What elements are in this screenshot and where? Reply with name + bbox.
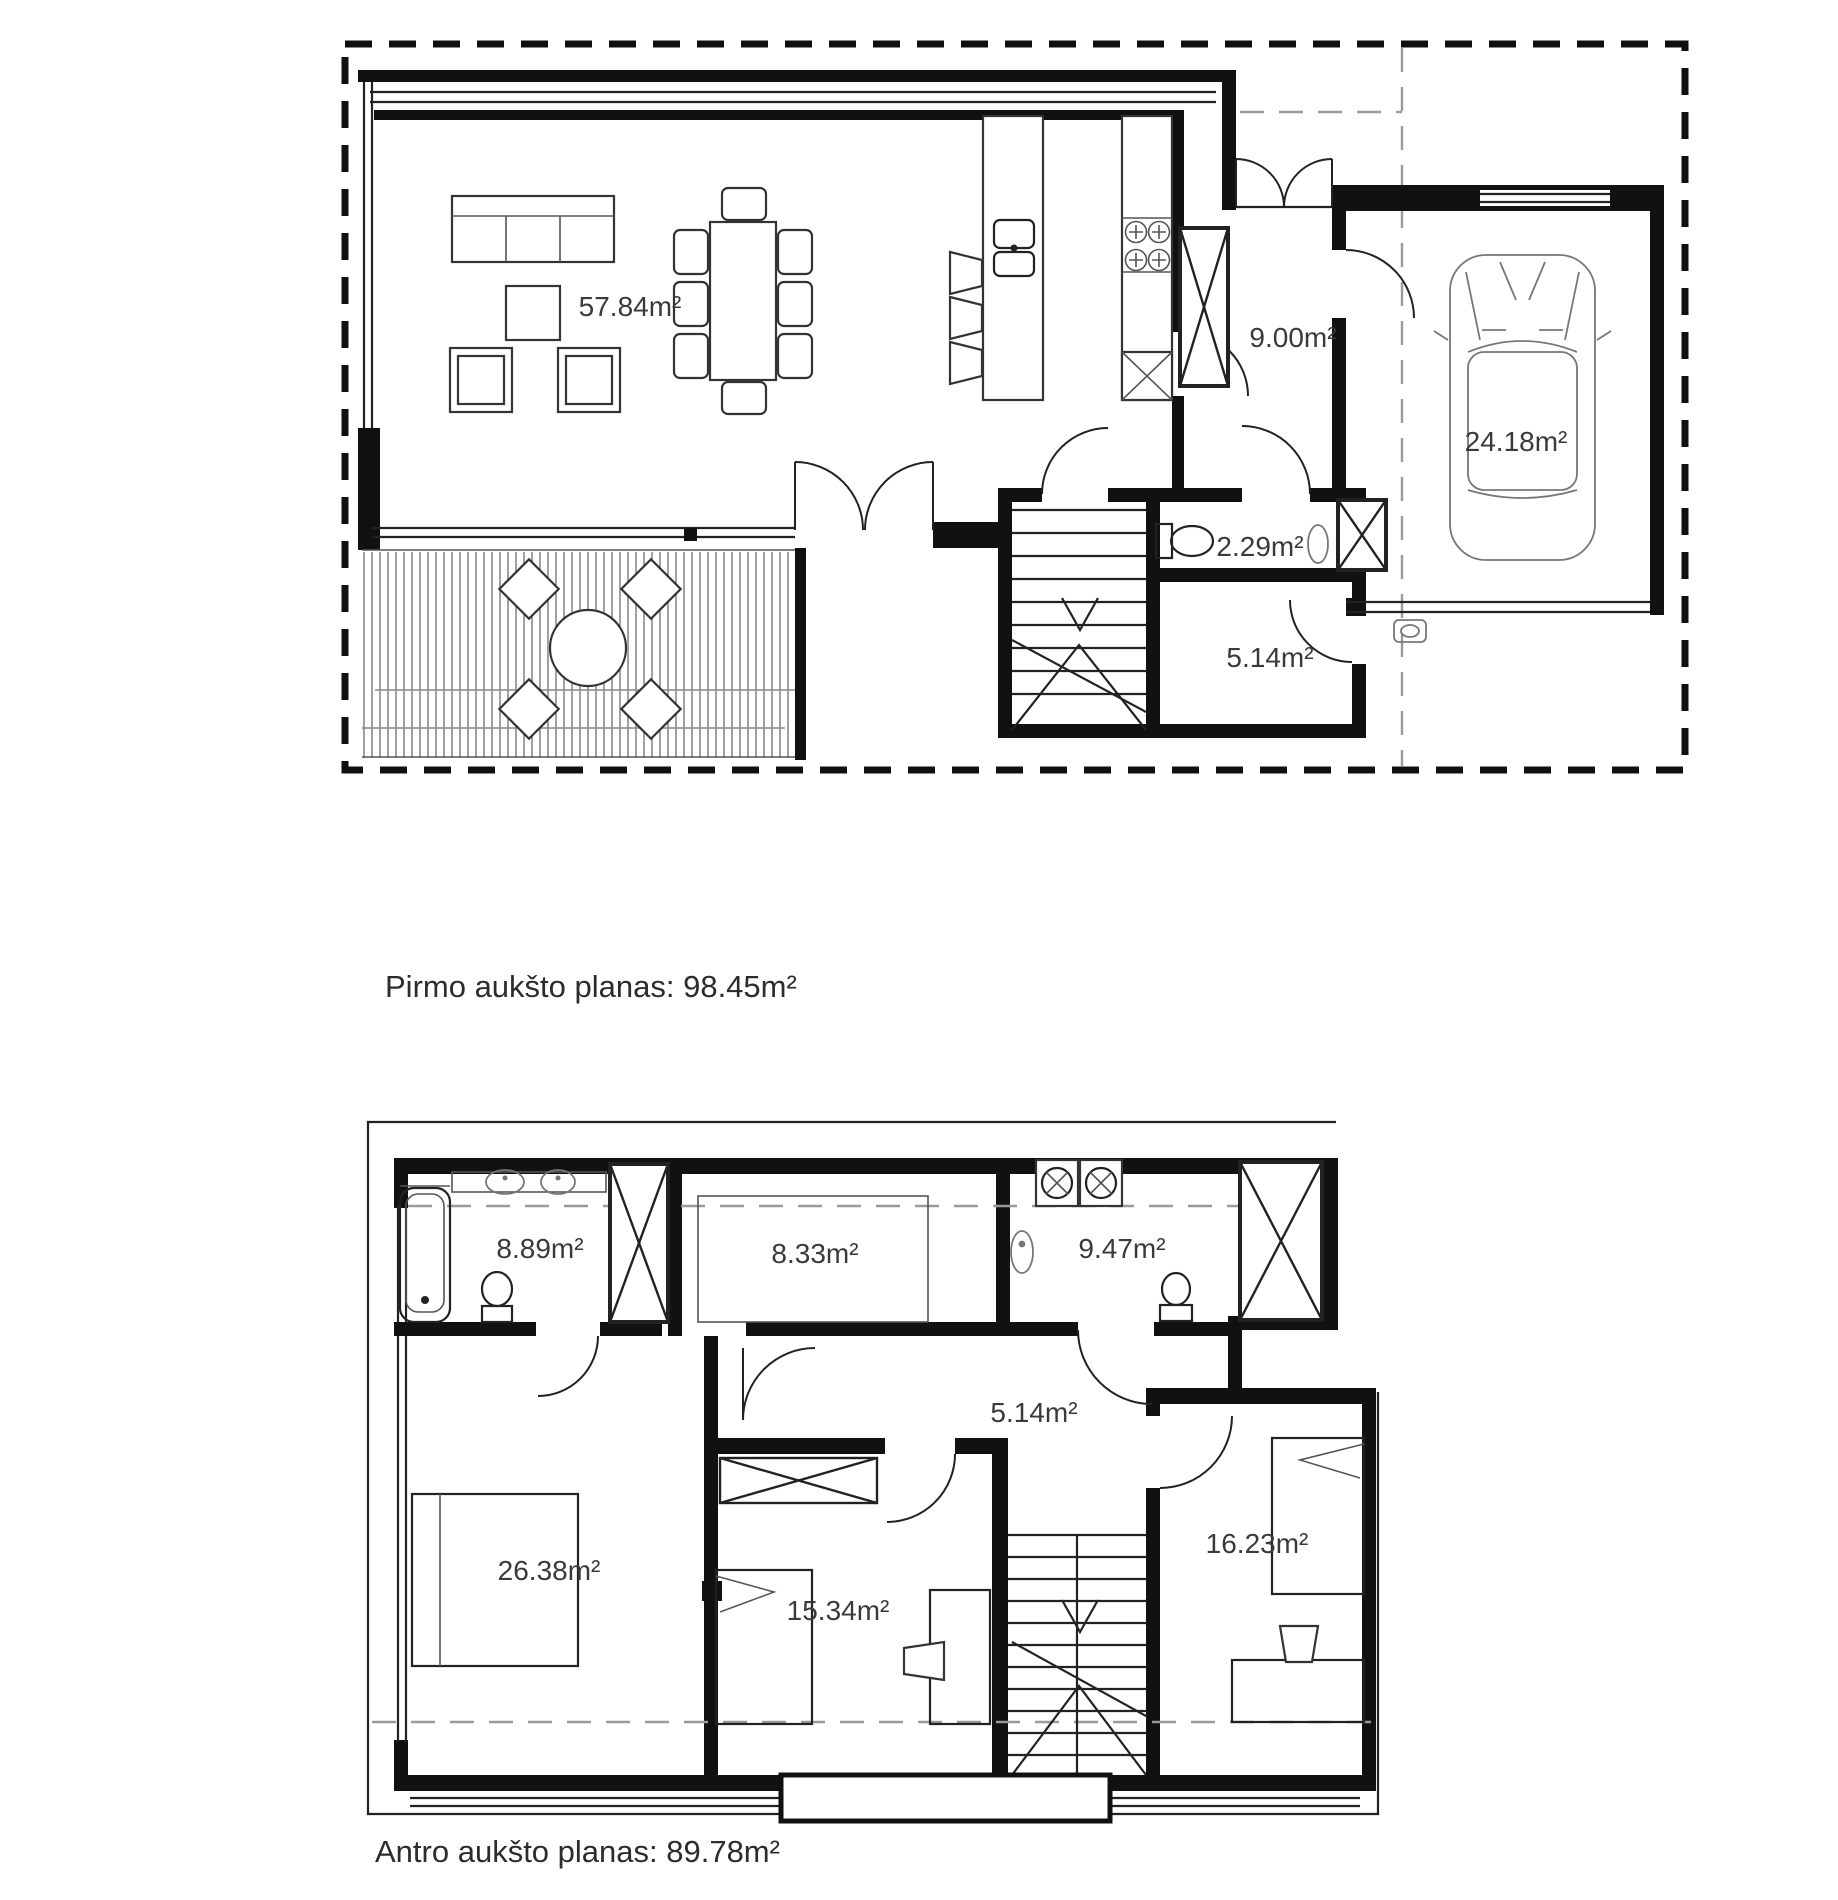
room-label-hallway: 5.14m² [990, 1397, 1078, 1428]
second-floor-plan [368, 1122, 1378, 1869]
kitchen-island [983, 116, 1043, 400]
desk-and-chair-right [1232, 1626, 1364, 1722]
first-floor-plan [345, 44, 1685, 1004]
door-living-to-stairs [1042, 428, 1108, 494]
room-label-bedroom-right: 16.23m² [1205, 1528, 1309, 1559]
armchair [450, 348, 512, 412]
closet-bedroom-middle [720, 1458, 877, 1503]
wc-sink [1308, 525, 1328, 563]
room-label-entrance-hall: 9.00m² [1249, 322, 1337, 353]
toilet [1156, 524, 1213, 558]
coffee-table [506, 286, 560, 340]
sofa [452, 196, 614, 262]
room-label-wardrobe: 8.33m² [771, 1238, 859, 1269]
room-label-wc: 2.29m² [1216, 531, 1304, 562]
bathroom-sink [1011, 1231, 1033, 1273]
second-floor-caption: Antro aukšto planas: 89.78m² [375, 1834, 780, 1869]
door-hall-to-garage [1346, 250, 1414, 318]
staircase-second-floor [1008, 1535, 1146, 1775]
bed-middle [716, 1570, 812, 1724]
room-label-garage: 24.18m² [1464, 426, 1568, 457]
roof-slope-dashed-lines [372, 1206, 1374, 1722]
outer-boundary-line [368, 1122, 1378, 1814]
toilet [1160, 1273, 1192, 1321]
desk-and-chair-middle [904, 1590, 990, 1724]
toilet [482, 1272, 512, 1322]
kitchen-counter-cooktop [1122, 116, 1172, 400]
door-bedroom-right [1160, 1416, 1232, 1488]
room-label-master-bedroom: 26.38m² [497, 1555, 601, 1586]
staircase-first-floor [1012, 510, 1146, 730]
closet-bathroom [610, 1164, 668, 1322]
garage-floor-drain [1394, 620, 1426, 642]
entry-double-door [1236, 159, 1332, 207]
first-floor-caption: Pirmo aukšto planas: 98.45m² [385, 969, 797, 1004]
room-label-bedroom-middle: 15.34m² [786, 1595, 890, 1626]
bottom-landing [781, 1775, 1110, 1821]
door-bath-to-master [538, 1336, 598, 1396]
terrace-double-door [795, 462, 933, 530]
room-label-utility: 5.14m² [1226, 642, 1314, 673]
closet-laundry [1240, 1162, 1322, 1320]
armchair [558, 348, 620, 412]
bed-right [1272, 1438, 1364, 1594]
door-bedroom-middle [887, 1454, 955, 1522]
washing-machines [1036, 1160, 1122, 1206]
door-laundry-bath [1078, 1330, 1152, 1404]
car [1434, 255, 1611, 560]
door-hall-to-wc [1242, 426, 1310, 494]
room-label-laundry-bathroom: 9.47m² [1078, 1233, 1166, 1264]
ventilation-shaft [1338, 500, 1386, 570]
room-label-bathroom: 8.89m² [496, 1233, 584, 1264]
dining-table-with-chairs [674, 188, 812, 414]
room-label-living: 57.84m² [578, 291, 682, 322]
bar-stools [950, 252, 982, 384]
tall-cabinet-fridge [1180, 228, 1228, 386]
door-wardrobe [743, 1348, 815, 1420]
